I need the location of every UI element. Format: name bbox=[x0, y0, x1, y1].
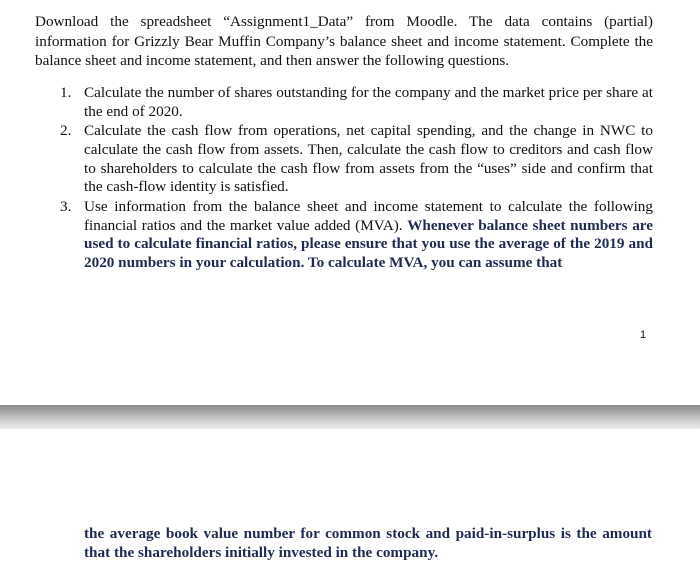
question-3 bbox=[60, 198, 653, 273]
question-text: Calculate the number of shares outstanding for the company and the market price per share at the end of 2020. bbox=[84, 84, 653, 120]
question-2 bbox=[60, 122, 653, 197]
question-text: Use information from the balance sheet and income statement to calculate the following financial ratios and the market value added (MVA). bbox=[84, 197, 653, 234]
question-bold-text: Whenever balance sheet numbers are used to calculate financial ratios, please ensure that you use the average of the 2019 and 2020 numbers in your calculation. To calculate MVA, you can assume that bbox=[84, 216, 653, 272]
page-separator bbox=[0, 405, 700, 429]
question-number: 2. bbox=[60, 122, 72, 140]
question-1 bbox=[60, 84, 653, 122]
question-number: 3. bbox=[60, 197, 72, 215]
page-number: 1 bbox=[640, 329, 647, 341]
question-number: 1. bbox=[60, 84, 72, 101]
questions-list bbox=[60, 84, 653, 273]
page-2 bbox=[0, 429, 700, 586]
intro-paragraph: Download the spreadsheet “Assignment1_Data” from Moodle. The data contains (partial) information for Grizzly Bear Muffin Company’s balance sheet and income statement. Complete the balance sheet and income statement, and then answer the following questions. bbox=[35, 13, 653, 69]
question-text: Calculate the cash flow from operations, net capital spending, and the change in NWC to calculate the cash flow from assets. Then, calculate the cash flow to creditors and cash flow to shareholders to calculate the cash flow from assets from the “uses” side and confirm that the cash-flow identity is satisfied. bbox=[84, 122, 653, 196]
continuation-text: the average book value number for common stock and paid-in-surplus is the amount that the shareholders initially invested in the company. bbox=[84, 525, 652, 561]
